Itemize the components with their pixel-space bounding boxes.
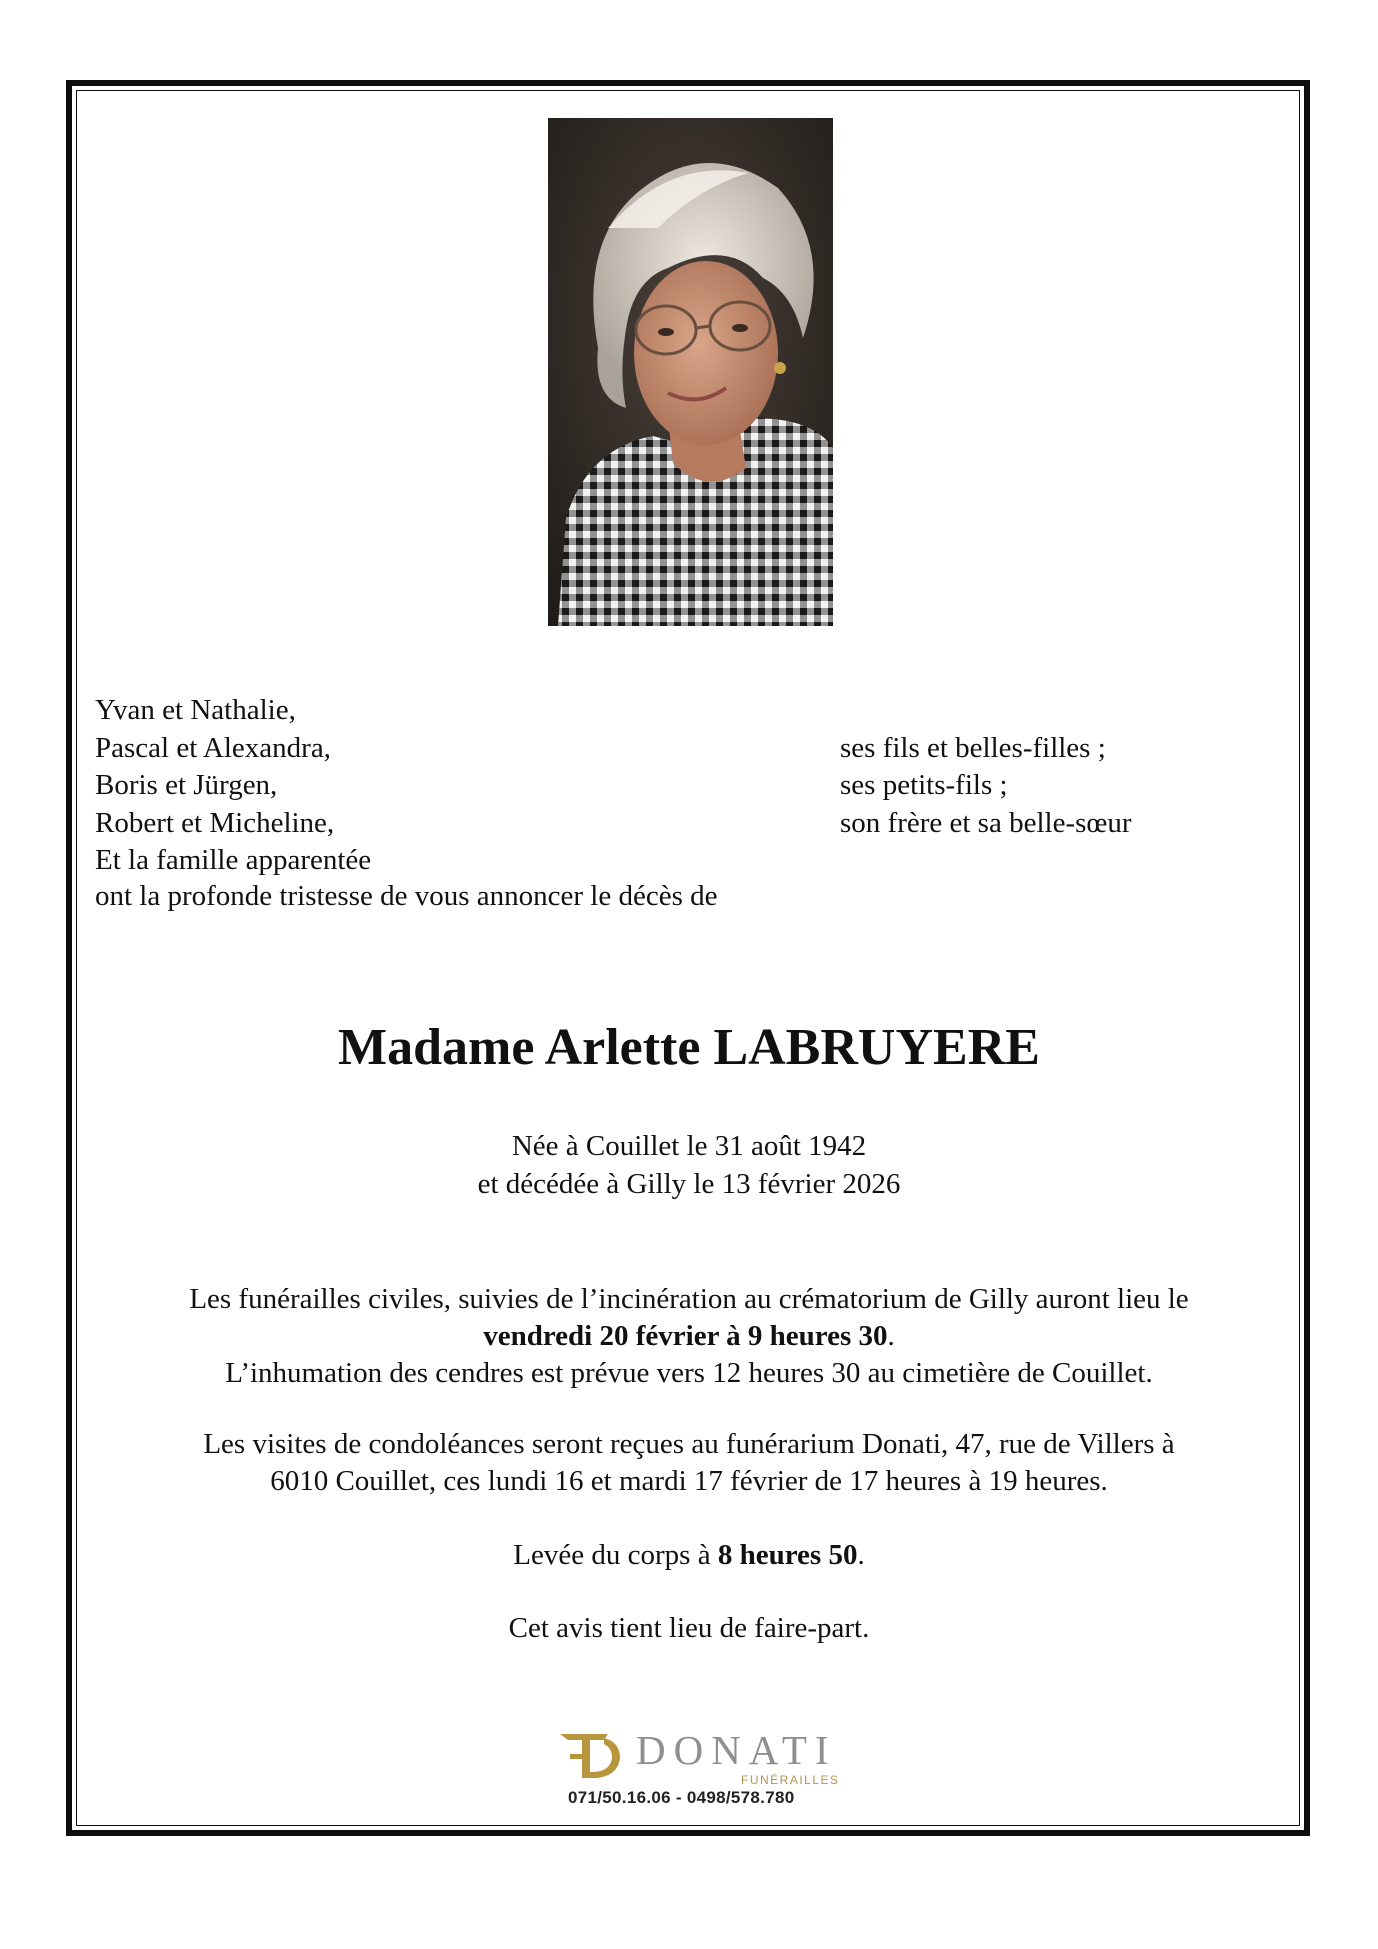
levee-line (0, 1537, 1378, 1574)
funeral-date-line (0, 1318, 1378, 1355)
death-line: et décédée à Gilly le 13 février 2026 (477, 1168, 901, 1200)
family-row (95, 842, 1215, 880)
visits-details (0, 1426, 1378, 1500)
family-relation: ses fils et belles-filles ; (840, 731, 1106, 764)
family-relation: ses petits-fils ; (840, 769, 1008, 801)
family-names: Et la famille apparentée (95, 844, 372, 876)
family-names: Robert et Micheline, (95, 806, 335, 839)
deceased-name: Madame Arlette LABRUYERE (338, 1019, 1040, 1076)
family-names: Pascal et Alexandra, (95, 731, 331, 764)
visits-line-1: Les visites de condoléances seront reçues au funérarium Donati, 47, rue de Villers à (203, 1428, 1175, 1460)
birth-line: Née à Couillet le 31 août 1942 (511, 1130, 867, 1162)
family-row (95, 767, 1215, 805)
family-row (95, 692, 1215, 730)
family-row (95, 805, 1215, 843)
logo-phone-numbers: 071/50.16.06 - 0498/578.780 (568, 1788, 795, 1807)
logo-subtitle: FUNÉRAILLES (741, 1773, 840, 1787)
logo-brand: DONATI (636, 1727, 837, 1773)
notice-text: Cet avis tient lieu de faire-part. (508, 1612, 870, 1644)
funeral-details (0, 1281, 1378, 1392)
family-row (95, 730, 1215, 768)
portrait-illustration (548, 118, 833, 626)
announcement-text: ont la profonde tristesse de vous annoncer le décès de (95, 880, 718, 912)
funeral-date-suffix: . (887, 1320, 895, 1352)
levee-suffix: . (857, 1539, 865, 1571)
portrait-photo (548, 118, 833, 626)
levee-prefix: Levée du corps à (513, 1539, 718, 1571)
family-list (95, 692, 1215, 880)
life-dates (0, 1127, 1378, 1203)
funeral-home-logo (556, 1727, 840, 1818)
family-relation: son frère et sa belle-sœur (840, 806, 1132, 839)
funeral-line-3: L’inhumation des cendres est prévue vers 12 heures 30 au cimetière de Couillet. (225, 1357, 1153, 1389)
donati-monogram-icon (556, 1728, 634, 1784)
visits-line-2: 6010 Couillet, ces lundi 16 et mardi 17 février de 17 heures à 19 heures. (270, 1465, 1108, 1497)
levee-time: 8 heures 50 (717, 1539, 858, 1571)
family-names: Boris et Jürgen, (95, 769, 278, 801)
family-names: Yvan et Nathalie, (95, 694, 296, 726)
funeral-line-1: Les funérailles civiles, suivies de l’incinération au crématorium de Gilly auront lieu le (189, 1283, 1189, 1315)
levee-details (0, 1537, 1378, 1574)
funeral-date: vendredi 20 février à 9 heures 30 (483, 1320, 888, 1352)
